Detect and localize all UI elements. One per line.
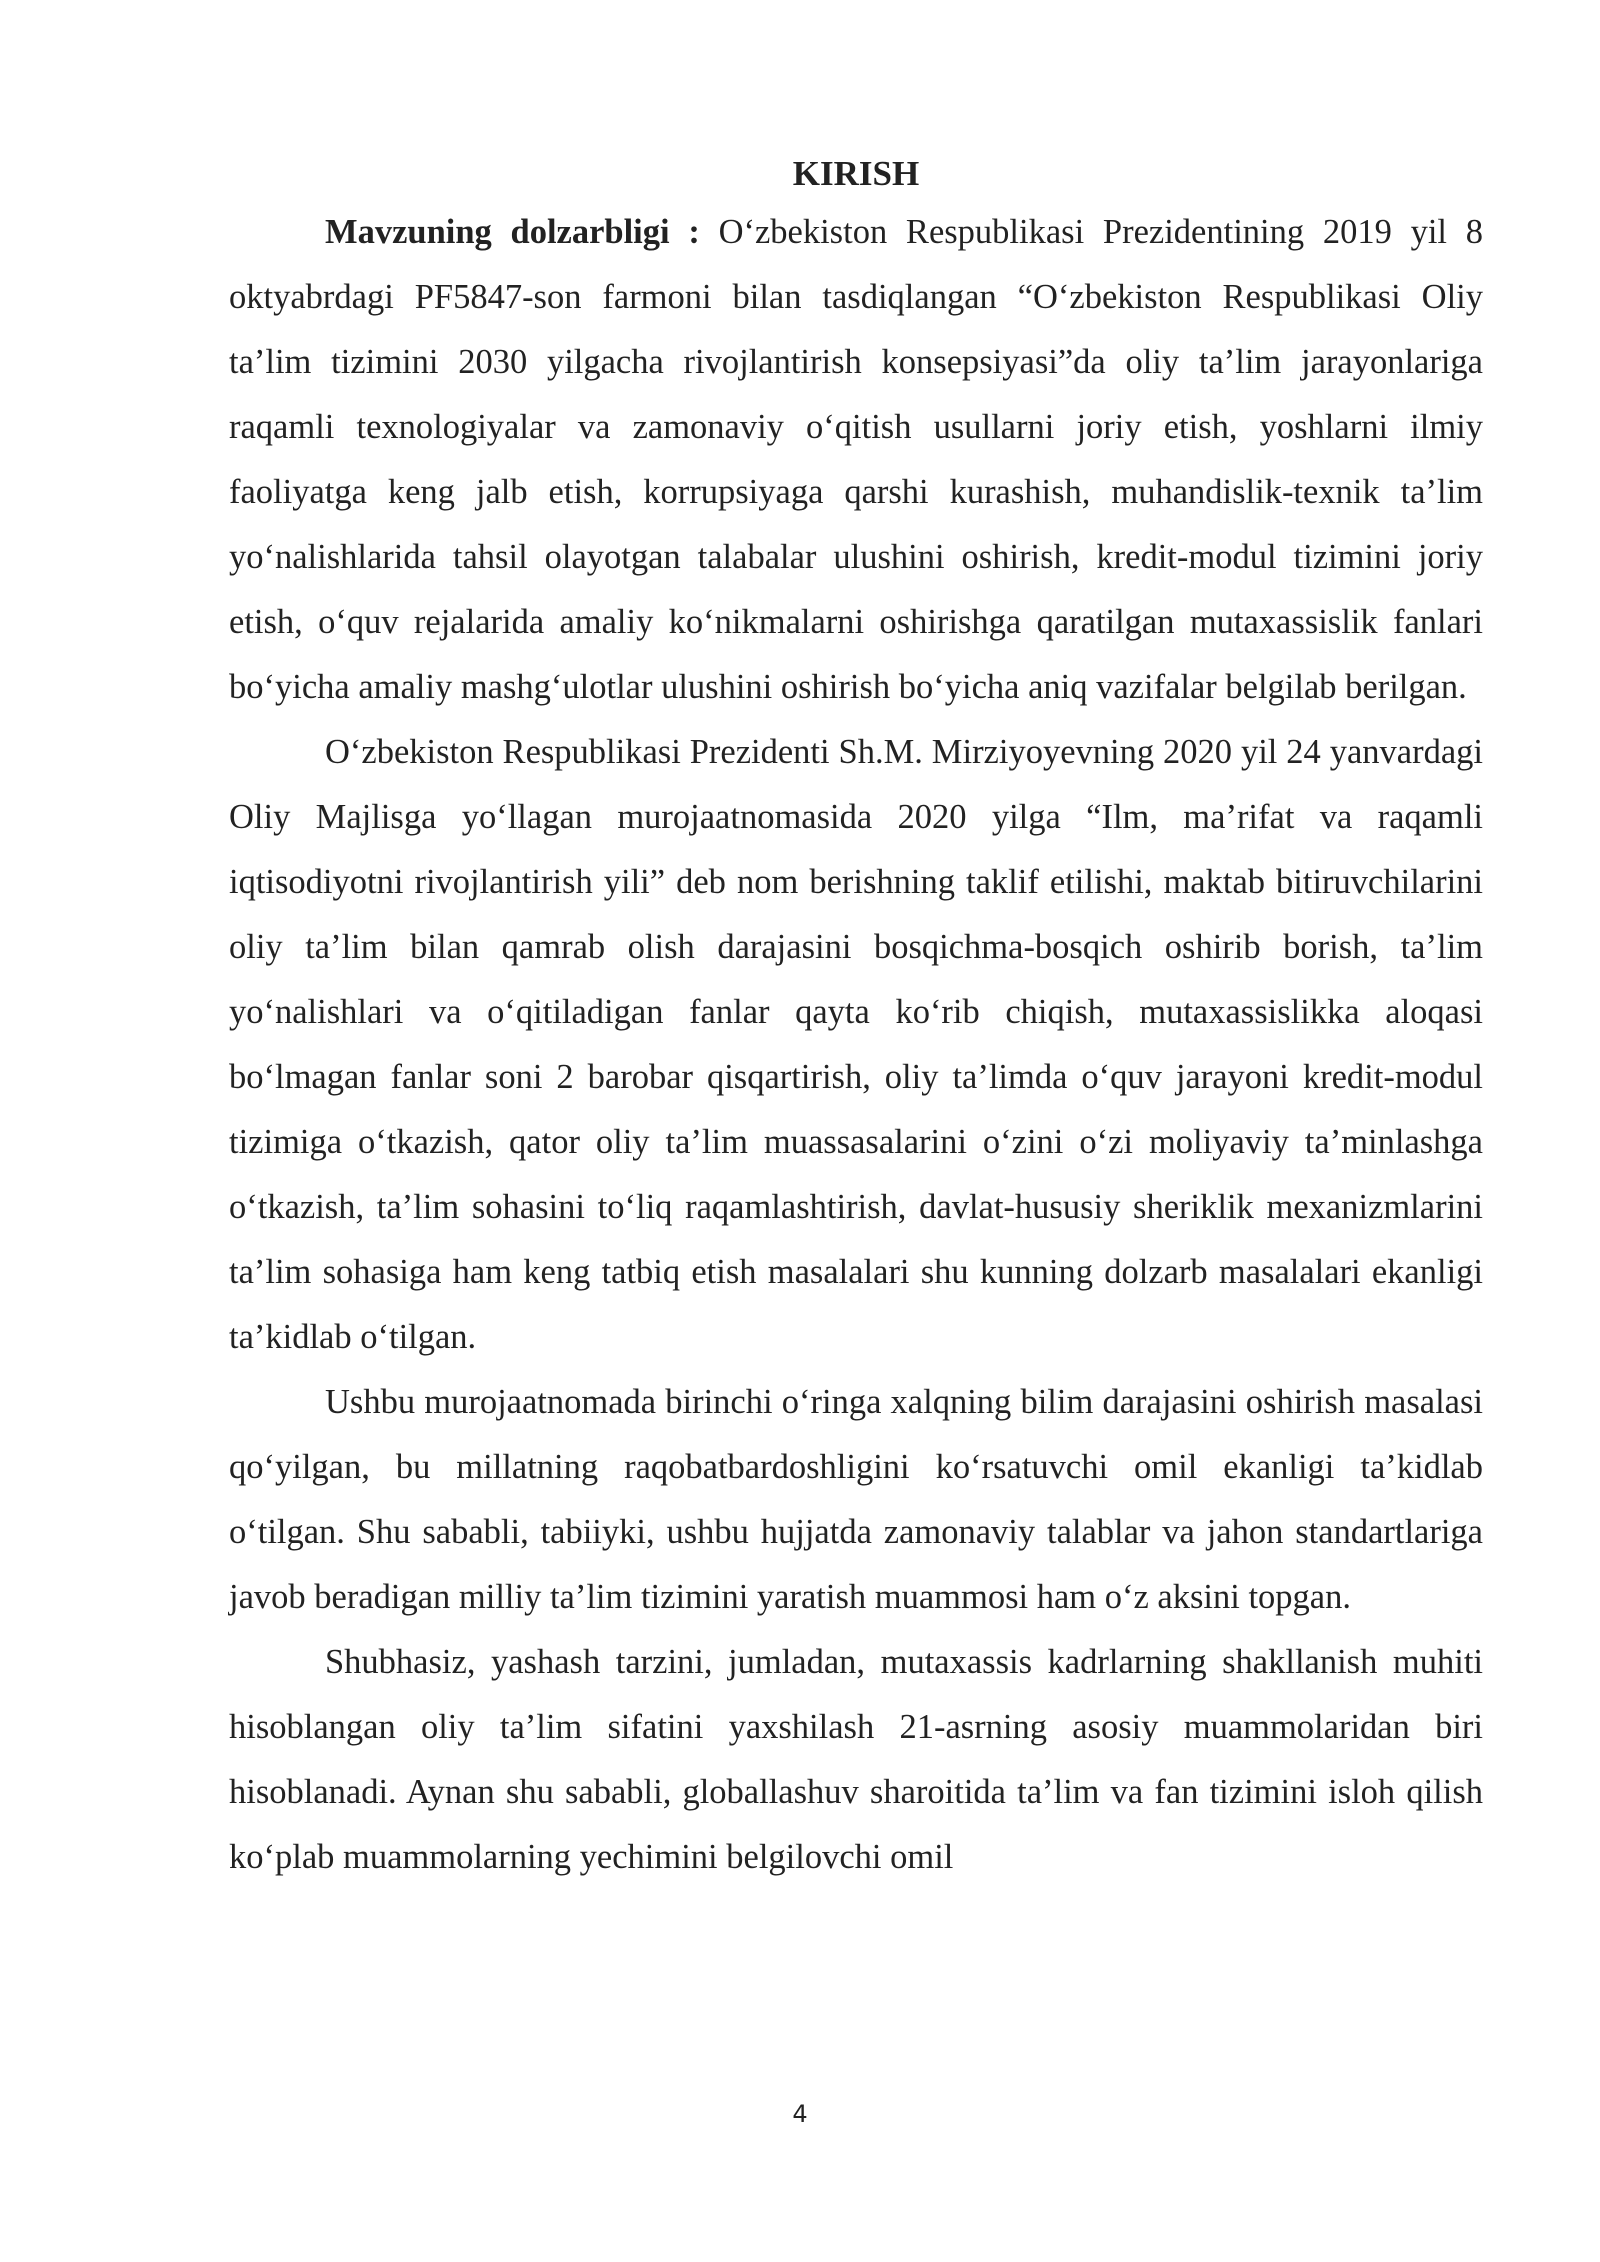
page-title: KIRISH — [792, 154, 920, 193]
intro-paragraph — [229, 200, 1483, 720]
intro-text: O‘zbekiston Respublikasi Prezidentining 2019 yil 8 oktyabrdagi PF5847-son farmoni bilan tasdiqlangan “O‘zbekiston Respublikasi Oliy ta’lim tizimini 2030 yilgacha rivojlantirish konsepsiyasi”da oliy ta’lim jarayonlariga raqamli texnologiyalar va zamonaviy o‘qitish usullarni joriy etish, yoshlarni ilmiy faoliyatga keng jalb etish, korrupsiyaga qarshi kurashish, muhandislik-texnik ta’lim yo‘nalishlarida tahsil olayotgan talabalar ulushini oshirish, kredit-modul tizimini joriy etish, o‘quv rejalarida amaliy ko‘nikmalarni oshirishga qaratilgan mutaxassislik fanlari bo‘yicha amaliy mashg‘ulotlar ulushini oshirish bo‘yicha aniq vazifalar belgilab berilgan. — [229, 213, 1483, 706]
page-number: 4 — [792, 2100, 808, 2128]
body-paragraph: O‘zbekiston Respublikasi Prezidenti Sh.M. Mirziyoyevning 2020 yil 24 yanvardagi Oliy Majlisga yo‘llagan murojaatnomasida 2020 yilga “Ilm, ma’rifat va raqamli iqtisodiyotni rivojlantirish yili” deb nom berishning taklif etilishi, maktab bitiruvchilarini oliy ta’lim bilan qamrab olish darajasini bosqichma-bosqich oshirib borish, ta’lim yo‘nalishlari va o‘qitiladigan fanlar qayta ko‘rib chiqish, mutaxassislikka aloqasi bo‘lmagan fanlar soni 2 barobar qisqartirish, oliy ta’limda o‘quv jarayoni kredit-modul tizimiga o‘tkazish, qator oliy ta’lim muassasalarini o‘zini o‘zi moliyaviy ta’minlashga o‘tkazish, ta’lim sohasini to‘liq raqamlashtirish, davlat-hususiy sheriklik mexanizmlarini ta’lim sohasiga ham keng tatbiq etish masalalari shu kunning dolzarb masalalari ekanligi ta’kidlab o‘tilgan. — [229, 733, 1483, 1356]
intro-lead: Mavzuning dolzarbligi : — [325, 213, 700, 251]
body-paragraph: Ushbu murojaatnomada birinchi o‘ringa xalqning bilim darajasini oshirish masalasi qo‘yilgan, bu millatning raqobatbardoshligini ko‘rsatuvchi omil ekanligi ta’kidlab o‘tilgan. Shu sababli, tabiiyki, ushbu hujjatda zamonaviy talablar va jahon standartlariga javob beradigan milliy ta’lim tizimini yaratish muammosi ham o‘z aksini topgan. — [229, 1383, 1483, 1616]
body-paragraph: Shubhasiz, yashash tarzini, jumladan, mutaxassis kadrlarning shakllanish muhiti hisoblangan oliy ta’lim sifatini yaxshilash 21-asrning asosiy muammolaridan biri hisoblanadi. Aynan shu sababli, globallashuv sharoitida ta’lim va fan tizimini isloh qilish ko‘plab muammolarning yechimini belgilovchi omil — [229, 1643, 1483, 1876]
document-body — [229, 148, 1483, 1890]
